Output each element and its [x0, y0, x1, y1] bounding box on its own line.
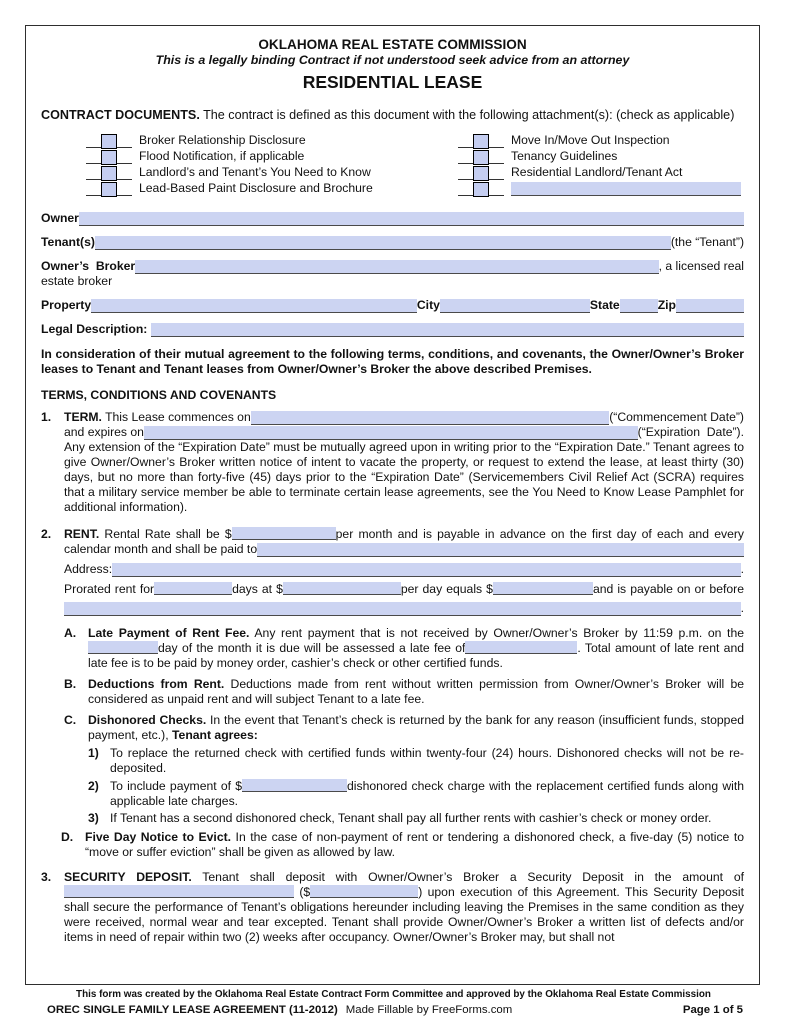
deductions-text: Deductions made from rent without written permission from Owner/Owner’s Broker will be considered as unpaid rent and will subject Tenant to a late fee.	[88, 677, 745, 706]
attachment-row	[86, 132, 458, 148]
city-field[interactable]	[440, 299, 590, 313]
attachment-row	[86, 148, 458, 164]
state-label: State	[589, 298, 620, 312]
item2-text-a: To include payment of $	[110, 779, 243, 793]
attachment-row	[458, 164, 744, 180]
page-title: RESIDENTIAL LEASE	[302, 72, 483, 92]
subsection-letter: A.	[64, 626, 77, 640]
landlord-tenant-act-checkbox[interactable]	[473, 166, 489, 181]
term-text-2: (“Commencement Date”)	[609, 410, 744, 424]
checkbox-seat	[458, 133, 504, 148]
attachments-right-column	[458, 132, 744, 196]
broker-label: Owner’s Broker	[41, 259, 136, 273]
rent-heading: RENT.	[64, 527, 100, 541]
approval-note: This form was created by the Oklahoma Real Estate Contract Form Committee and approved by the Oklahoma Real Estate Commission	[76, 989, 711, 1000]
terms-heading: TERMS, CONDITIONS AND COVENANTS	[41, 388, 277, 402]
dishonored-item-1	[88, 746, 744, 776]
legal-description-row	[41, 322, 744, 337]
dishonored-charge-field[interactable]	[242, 779, 347, 792]
section-deposit	[41, 870, 744, 945]
late-fee-heading: Late Payment of Rent Fee.	[88, 626, 250, 640]
legal-description-field[interactable]	[151, 323, 744, 337]
prorated-row	[64, 582, 744, 597]
section-number: 3.	[41, 870, 52, 884]
prorated-text-1: Prorated rent for	[64, 582, 155, 596]
state-field[interactable]	[620, 299, 658, 313]
attachment-label: Lead-Based Paint Disclosure and Brochure	[139, 181, 373, 195]
late-fee-text-3: . Total amount of late rent and late fee is to be paid by money order, cashier’s check or other certified funds.	[88, 641, 744, 670]
property-field[interactable]	[91, 299, 417, 313]
legal-notice: This is a legally binding Contract if not understood seek advice from an attorney	[155, 53, 630, 67]
section-term	[41, 410, 744, 515]
broker-suffix: , a licensed real	[658, 259, 744, 273]
section-body	[64, 410, 744, 515]
footer-doc-title: OREC SINGLE FAMILY LEASE AGREEMENT (11-2012)	[47, 1004, 338, 1016]
item-text: To replace the returned check with certified funds within twenty-four (24) hours. Dishonored checks will not be re-deposited.	[110, 746, 744, 775]
dishonored-item-3	[88, 811, 744, 826]
contract-documents-paragraph	[41, 108, 744, 123]
dishonored-heading: Dishonored Checks.	[88, 713, 207, 727]
subsection-letter: B.	[64, 677, 77, 691]
tenant-row	[41, 235, 744, 250]
term-text-4: (“Expiration Date”).	[637, 425, 744, 439]
move-in-out-checkbox[interactable]	[473, 134, 489, 149]
subsection-letter: C.	[64, 713, 77, 727]
payable-date-field[interactable]	[64, 602, 741, 616]
attachment-label: Tenancy Guidelines	[511, 149, 618, 163]
attachment-row	[458, 180, 744, 196]
consideration-paragraph: In consideration of their mutual agreement to the following terms, conditions, and covenants, the Owner/Owner’s Broker leases to Tenant and Tenant leases from Owner/Owner’s Broker the above described Premises.	[41, 347, 744, 376]
term-text-1: This Lease commences on	[101, 410, 251, 424]
deposit-text-2: ($	[294, 885, 311, 899]
attachment-row	[458, 132, 744, 148]
section-number: 2.	[41, 527, 52, 541]
attachment-row	[458, 148, 744, 164]
checkbox-seat	[86, 149, 132, 164]
item-text	[110, 779, 744, 809]
rent-text-3: calendar month and shall be paid to	[64, 542, 258, 556]
paid-to-field[interactable]	[257, 543, 744, 557]
address-row	[64, 562, 744, 577]
attachments-left-column	[86, 132, 458, 196]
item-number: 2)	[88, 779, 99, 793]
broker-row	[41, 259, 744, 274]
legal-description-label: Legal Description:	[41, 322, 151, 336]
property-label: Property	[41, 298, 92, 312]
address-label: Address:	[64, 562, 113, 576]
attachment-row	[86, 164, 458, 180]
tenant-field[interactable]	[95, 236, 671, 250]
checkbox-seat	[86, 181, 132, 196]
attachment-label: Landlord’s and Tenant’s You Need to Know	[139, 165, 371, 179]
contract-documents-intro: The contract is defined as this document with the following attachment(s): (check as applicable)	[199, 108, 735, 122]
deposit-amount-field[interactable]	[310, 885, 418, 898]
property-row	[41, 298, 744, 313]
other-attachment-checkbox[interactable]	[473, 182, 489, 197]
zip-label: Zip	[657, 298, 676, 312]
commencement-date-field[interactable]	[251, 411, 609, 425]
checkbox-seat	[458, 149, 504, 164]
per-day-rate-field[interactable]	[283, 582, 401, 595]
prorated-text-2: days at $	[232, 582, 283, 596]
you-need-to-know-checkbox[interactable]	[101, 166, 117, 181]
term-paragraph: Any extension of the “Expiration Date” must be mutually agreed upon in writing prior to the “Expiration Date.” Tenant agrees to give Owner/Owner’s Broker written notice of intent to vacate the property, or request to extend the lease, at least thirty (30) days, but no more than forty-five (45) days prior to the “Expiration Date” (Servicemembers Civil Relief Act (SCRA) requires that a military service member be able to terminate certain lease agreements, see the You Need to Know Lease Pamphlet for additional information).	[64, 440, 744, 514]
rent-text-2: per month and is payable in advance on the first day of each and every	[335, 527, 744, 541]
footer-page-number: Page 1 of 5	[682, 1004, 743, 1016]
rent-text-1: Rental Rate shall be $	[99, 527, 232, 541]
expiration-date-field[interactable]	[144, 426, 638, 440]
subsection-dishonored	[64, 713, 744, 826]
city-label: City	[416, 298, 440, 312]
evict-paragraph	[85, 830, 744, 860]
owner-label: Owner	[41, 211, 79, 225]
address-period: .	[740, 562, 744, 576]
flood-notification-checkbox[interactable]	[101, 150, 117, 165]
form-border-box	[25, 25, 760, 985]
prorated-text-3: per day equals $	[400, 582, 493, 596]
address-field[interactable]	[112, 563, 741, 577]
dishonored-paragraph	[88, 713, 744, 743]
section-number: 1.	[41, 410, 52, 424]
term-line-1	[64, 410, 744, 425]
owner-row	[41, 211, 744, 226]
commission-name: OKLAHOMA REAL ESTATE COMMISSION	[258, 37, 527, 52]
attachment-label: Move In/Move Out Inspection	[511, 133, 670, 147]
item-number: 3)	[88, 811, 99, 825]
subsection-letter: D.	[61, 830, 74, 844]
late-fee-text-2: day of the month it is due will be assessed a late fee of	[158, 641, 466, 655]
checkbox-seat	[86, 165, 132, 180]
attachment-label: Flood Notification, if applicable	[139, 149, 305, 163]
deposit-amount-words-field[interactable]	[64, 885, 294, 898]
dishonored-item-2	[88, 779, 744, 809]
deposit-heading: SECURITY DEPOSIT.	[64, 870, 192, 884]
broker-relationship-checkbox[interactable]	[101, 134, 117, 149]
payable-period: .	[740, 601, 744, 615]
term-heading: TERM.	[64, 410, 102, 424]
deductions-paragraph	[88, 677, 744, 707]
section-body	[64, 527, 744, 616]
evict-text: In the case of non-payment of rent or tendering a dishonored check, a five-day (5) notice to “move or suffer eviction” shall be given as allowed by law.	[85, 830, 744, 859]
tenant-label: Tenant(s)	[41, 235, 95, 249]
dishonored-text-1: In the event that Tenant’s check is returned by the bank for any reason (insufficient funds, stopped payment, etc.),	[88, 713, 744, 742]
section-rent	[41, 527, 744, 616]
deposit-text-1: Tenant shall deposit with Owner/Owner’s Broker a Security Deposit in the amount of	[191, 870, 744, 884]
checkbox-seat	[458, 181, 504, 196]
dishonored-body	[88, 713, 744, 826]
lead-paint-checkbox[interactable]	[101, 182, 117, 197]
footer-fillable-credit: Made Fillable by FreeForms.com	[345, 1004, 513, 1016]
deposit-paragraph	[64, 870, 744, 945]
rent-line-2	[64, 542, 744, 557]
item-number: 1)	[88, 746, 99, 760]
zip-field[interactable]	[676, 299, 744, 313]
checkbox-seat	[458, 165, 504, 180]
deductions-heading: Deductions from Rent.	[88, 677, 225, 691]
tenant-suffix: (the “Tenant”)	[670, 235, 744, 249]
tenancy-guidelines-checkbox[interactable]	[473, 150, 489, 165]
item-text: If Tenant has a second dishonored check, Tenant shall pay all further rents with cashier’s check or money order.	[110, 811, 712, 825]
subsection-late-fee	[64, 626, 744, 671]
attachment-row	[86, 180, 458, 196]
prorated-days-field[interactable]	[154, 582, 232, 595]
owner-field[interactable]	[79, 212, 744, 226]
term-line-2	[64, 425, 744, 440]
footer-row	[47, 1004, 743, 1016]
deposit-text-3: ) upon execution of this Agreement. This Security Deposit shall secure the performance of Tenant’s obligations hereunder including leaving the Premises in the same condition as they were received, normal wear and tear excepted. Tenant shall provide Owner/Owner’s Broker a written list of defects and/or items in need of repair within two (2) weeks after occupancy. Owner/Owner’s Broker may, but shall not	[64, 885, 744, 944]
subsection-evict	[61, 830, 744, 860]
payable-date-row	[64, 601, 744, 616]
evict-heading: Five Day Notice to Evict.	[85, 830, 232, 844]
dishonored-text-2: Tenant agrees:	[172, 728, 258, 742]
late-fee-text-1: Any rent payment that is not received by Owner/Owner’s Broker by 11:59 p.m. on the	[249, 626, 744, 640]
attachment-label: Residential Landlord/Tenant Act	[511, 165, 683, 179]
term-text-3: and expires on	[64, 425, 144, 439]
attachments-checklist	[41, 132, 744, 196]
checkbox-seat	[86, 133, 132, 148]
form-header	[41, 36, 744, 95]
rent-line-1	[64, 527, 744, 542]
contract-documents-heading: CONTRACT DOCUMENTS.	[41, 108, 200, 122]
other-attachment-field[interactable]	[511, 182, 741, 196]
broker-continuation: estate broker	[41, 274, 113, 288]
prorated-total-field[interactable]	[493, 582, 593, 595]
attachment-label: Broker Relationship Disclosure	[139, 133, 306, 147]
broker-field[interactable]	[135, 260, 658, 274]
late-fee-day-field[interactable]	[88, 641, 158, 654]
rental-rate-field[interactable]	[232, 527, 336, 540]
subsection-deductions	[64, 677, 744, 707]
prorated-text-4: and is payable on or before	[592, 582, 744, 596]
late-fee-paragraph	[88, 626, 744, 671]
late-fee-amount-field[interactable]	[465, 641, 577, 654]
item2-text-b: dishonored check charge with the replacement certified funds along with applicable late charges.	[110, 779, 744, 808]
